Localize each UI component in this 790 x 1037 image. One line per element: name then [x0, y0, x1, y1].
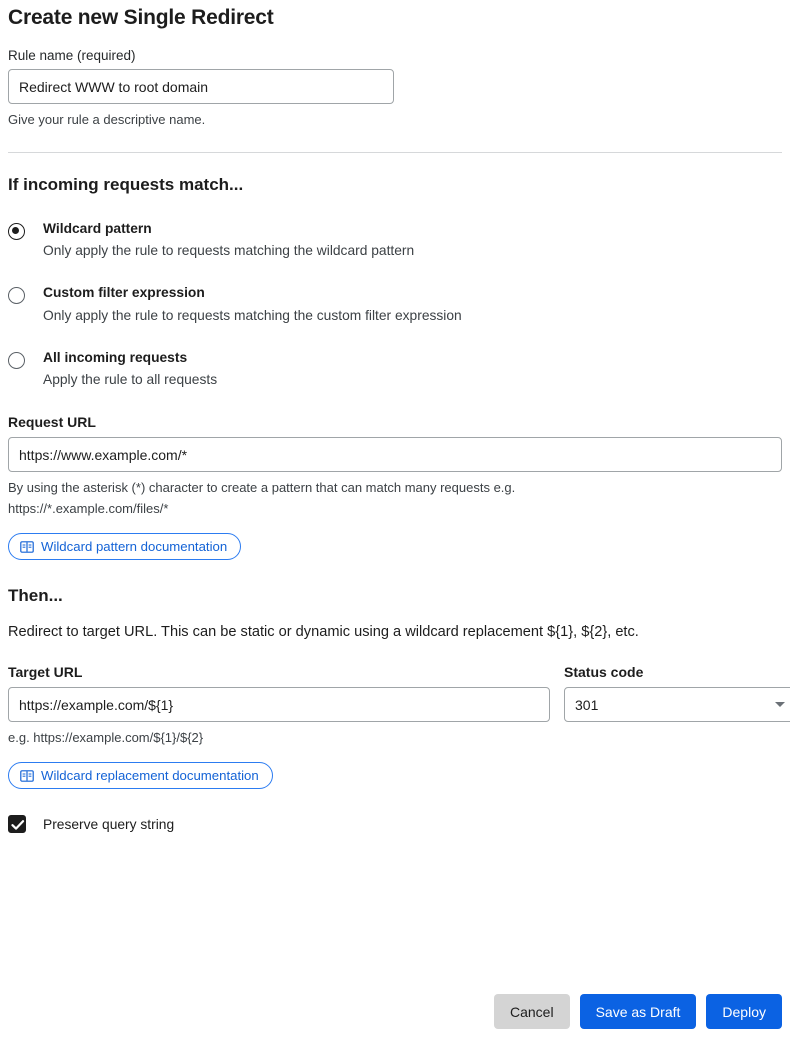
- request-url-helper-line2: https://*.example.com/files/*: [8, 501, 169, 517]
- radio-all-incoming-requests-title: All incoming requests: [43, 349, 188, 365]
- preserve-query-string-row[interactable]: [8, 815, 782, 833]
- status-code-selected-value[interactable]: 301: [564, 687, 790, 722]
- rule-name-label: Rule name (required): [8, 48, 136, 63]
- radio-custom-filter-expression-icon[interactable]: [8, 287, 25, 304]
- match-section-heading: If incoming requests match...: [8, 174, 244, 194]
- request-url-helper-line1: By using the asterisk (*) character to create a pattern that can match many requests e.g.: [8, 480, 516, 496]
- radio-custom-filter-expression-title: Custom filter expression: [43, 285, 205, 301]
- radio-option-wildcard-pattern[interactable]: [8, 221, 782, 259]
- divider: [8, 152, 782, 153]
- radio-wildcard-pattern-title: Wildcard pattern: [43, 220, 152, 236]
- radio-option-custom-filter-expression[interactable]: [8, 285, 782, 323]
- request-url-input[interactable]: [8, 437, 782, 472]
- radio-wildcard-pattern-description: Only apply the rule to requests matching the wildcard pattern: [43, 243, 415, 259]
- target-url-input[interactable]: [8, 687, 550, 722]
- radio-option-all-incoming-requests[interactable]: [8, 350, 782, 388]
- wildcard-pattern-documentation-link[interactable]: [8, 533, 241, 560]
- book-icon: [20, 540, 34, 554]
- deploy-button[interactable]: Deploy: [706, 994, 782, 1029]
- book-icon: [20, 769, 34, 783]
- save-as-draft-button[interactable]: Save as Draft: [580, 994, 697, 1029]
- wildcard-pattern-documentation-label: Wildcard pattern documentation: [41, 539, 228, 555]
- page-title: Create new Single Redirect: [8, 6, 274, 29]
- cancel-button[interactable]: Cancel: [494, 994, 570, 1029]
- request-url-label: Request URL: [8, 414, 96, 431]
- target-url-helper: e.g. https://example.com/${1}/${2}: [8, 730, 204, 746]
- status-code-select[interactable]: [564, 687, 790, 722]
- radio-wildcard-pattern-icon[interactable]: [8, 223, 25, 240]
- target-and-status-row: [8, 640, 782, 748]
- radio-custom-filter-expression-description: Only apply the rule to requests matching the custom filter expression: [43, 307, 462, 323]
- checkbox-checked-icon[interactable]: [8, 815, 26, 833]
- match-radio-group: [8, 221, 782, 388]
- wildcard-replacement-documentation-label: Wildcard replacement documentation: [41, 768, 259, 784]
- rule-name-helper: Give your rule a descriptive name.: [8, 112, 206, 127]
- form-actions: [494, 994, 782, 1029]
- rule-name-input[interactable]: [8, 69, 394, 104]
- wildcard-replacement-documentation-link[interactable]: [8, 762, 273, 789]
- preserve-query-string-label: Preserve query string: [43, 816, 175, 832]
- target-url-label: Target URL: [8, 664, 83, 681]
- status-code-label: Status code: [564, 664, 644, 681]
- then-section-heading: Then...: [8, 586, 63, 606]
- then-section-description: Redirect to target URL. This can be static or dynamic using a wildcard replacement ${1}, ${2}, etc.: [8, 624, 639, 641]
- radio-all-incoming-requests-icon[interactable]: [8, 352, 25, 369]
- radio-all-incoming-requests-description: Apply the rule to all requests: [43, 372, 218, 388]
- single-redirect-form: [0, 6, 790, 1037]
